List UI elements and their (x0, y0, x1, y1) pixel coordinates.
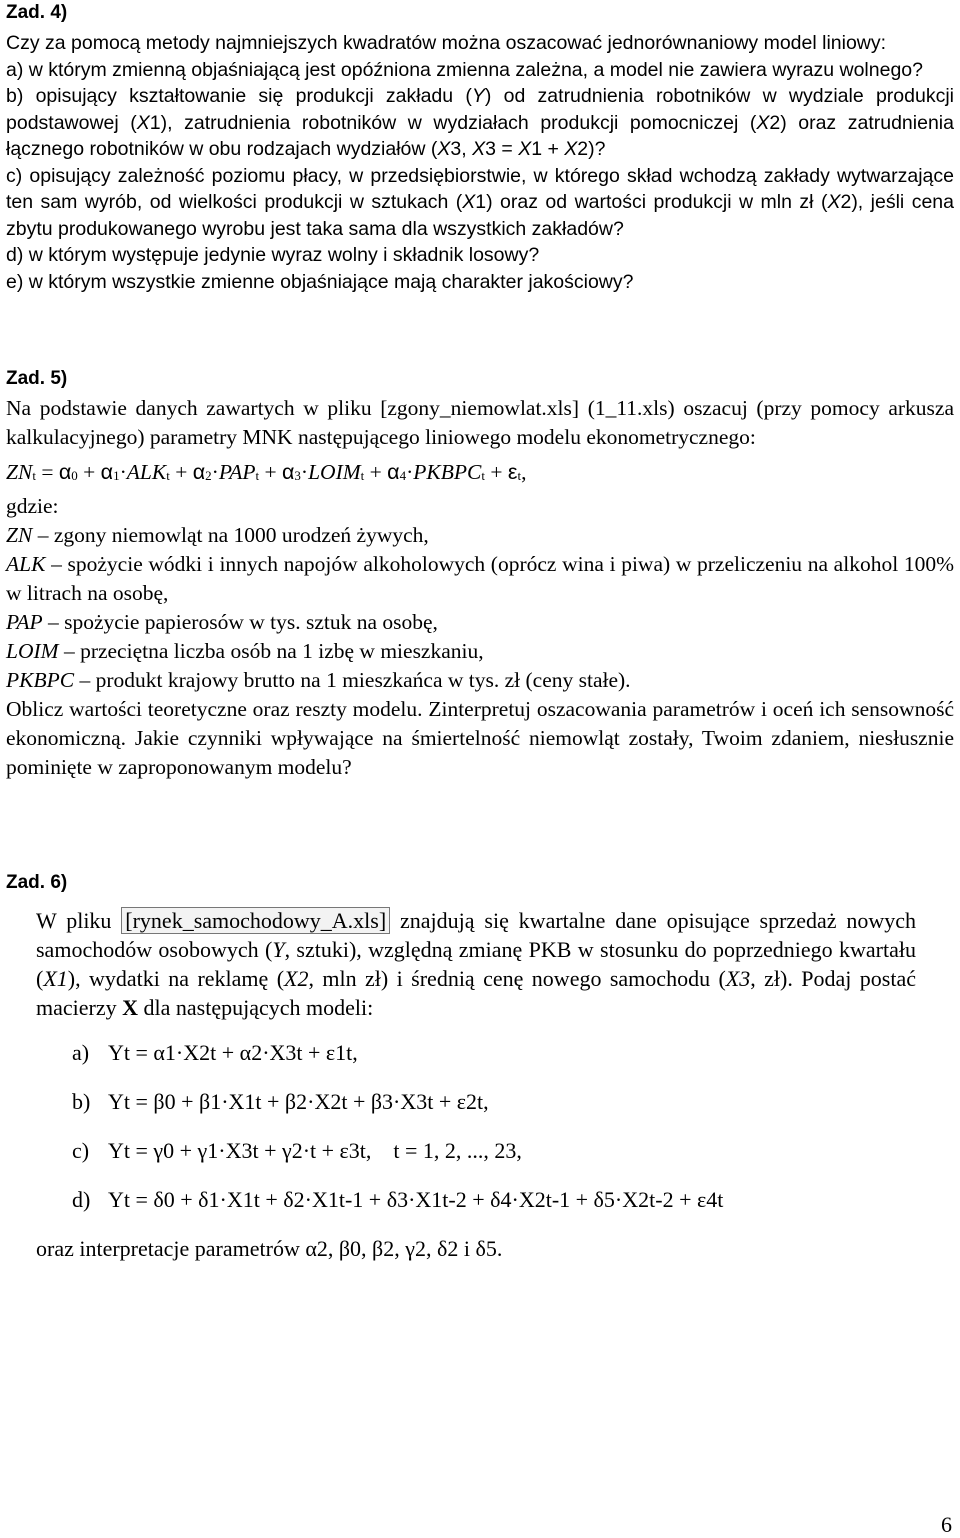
def-loim: LOIM – przeciętna liczba osób na 1 izbę w mieszkaniu, (6, 639, 484, 663)
zad5-heading: Zad. 5) (6, 368, 68, 389)
zad4-item-c: c) opisujący zależność poziomu płacy, w przedsiębiorstwie, w którego skład wchodzą zakłady wytwarzające ten sam wyrób, od wielkości produkcji w sztukach (X1) oraz od wartości produkcji w mln zł (X2), jeśli cena zbytu produkowanego wyrobu jest taka sama dla wszystkich zakładów? (6, 164, 954, 240)
zad4-intro: Czy za pomocą metody najmniejszych kwadratów można oszacować jednorównaniowy model liniowy: (6, 32, 887, 54)
zad4-item-a: a) w którym zmienną objaśniającą jest opóźniona zmienna zależna, a model nie zawiera wyrazu wolnego? (6, 58, 923, 81)
zad6-model-c: c) Yt = γ0 + γ1·X3t + γ2·t + ε3t, t = 1, 2, ..., 23, (72, 1138, 522, 1163)
def-pkbpc: PKBPC – produkt krajowy brutto na 1 mieszkańca w tys. zł (ceny stałe). (6, 668, 631, 692)
zad6-outro: oraz interpretacje parametrów α2, β0, β2, γ2, δ2 i δ5. (36, 1236, 503, 1261)
def-zn: ZN – zgony niemowląt na 1000 urodzeń żywych, (6, 523, 429, 547)
zad4-item-d: d) w którym występuje jedynie wyraz wolny i składnik losowy? (6, 244, 540, 266)
zad6-body (36, 906, 916, 1263)
file-name-box: [rynek_samochodowy_A.xls] (121, 907, 390, 934)
zad5-equation: $ZN_t = \alpha_0 + \alpha_1\cdot ALK_t + \alpha_2\cdot PAP_t$ + $\alpha_3\cdot LOIM_t$ + $\alpha_4\cdot PKBPC_t + \varepsilon_t$, (6, 460, 527, 484)
zad6-heading: Zad. 6) (6, 872, 68, 893)
zad5-outro: Oblicz wartości teoretyczne oraz reszty modelu. Zinterpretuj oszacowania parametrów i oceń ich sensowność ekonomiczną. Jakie czynniki wpływające na śmiertelność niemowląt zostały, Twoim zdaniem, niesłusznie pominięte w zaproponowanym modelu? (6, 697, 954, 779)
zad6-model-b: b) Yt = β0 + β1·X1t + β2·X2t + β3·X3t + ε2t, (72, 1089, 489, 1114)
zad6-model-d: d) Yt = δ0 + δ1·X1t + δ2·X1t-1 + δ3·X1t-2 + δ4·X2t-1 + δ5·X2t-2 + ε4t (72, 1187, 724, 1212)
zad6-intro: W pliku [rynek_samochodowy_A.xls] znajdują się kwartalne dane opisujące sprzedaż nowych samochodów osobowych (Y, sztuki), względną zmianę PKB w stosunku do poprzedniego kwartału (X1), wydatki na reklamę (X2, mln zł) i średnią cenę nowego samochodu (X3, zł). Podaj postać macierzy X dla następujących modeli: (36, 908, 916, 1020)
zad5-gdzie: gdzie: (6, 494, 59, 518)
zad6-model-a: a) Yt = α1·X2t + α2·X3t + ε1t, (72, 1040, 358, 1065)
zad4-item-b: b) opisujący kształtowanie się produkcji zakładu (Y) od zatrudnienia robotników w wydziale produkcji podstawowej (X1), zatrudnienia robotników w wydziałach produkcji pomocniczej (X2) oraz zatrudnienia łącznego robotników w obu rodzajach wydziałów (X3, X3 = X1 + X2)? (6, 85, 954, 160)
zad4-item-e: e) w którym wszystkie zmienne objaśniające mają charakter jakościowy? (6, 270, 634, 293)
zad4-heading: Zad. 4) (6, 2, 68, 23)
page-number: 6 (941, 1512, 952, 1537)
zad5-intro: Na podstawie danych zawartych w pliku [zgony_niemowlat.xls] (1_11.xls) oszacuj (przy pomocy arkusza kalkulacyjnego) parametry MNK następującego liniowego modelu ekonometrycznego: (6, 396, 954, 449)
def-alk: ALK – spożycie wódki i innych napojów alkoholowych (oprócz wina i piwa) w przeliczeniu na alkohol 100% w litrach na osobę, (6, 552, 954, 605)
zad4-body (6, 30, 954, 295)
def-pap: PAP – spożycie papierosów w tys. sztuk na osobę, (6, 610, 438, 634)
zad5-body (6, 394, 954, 782)
